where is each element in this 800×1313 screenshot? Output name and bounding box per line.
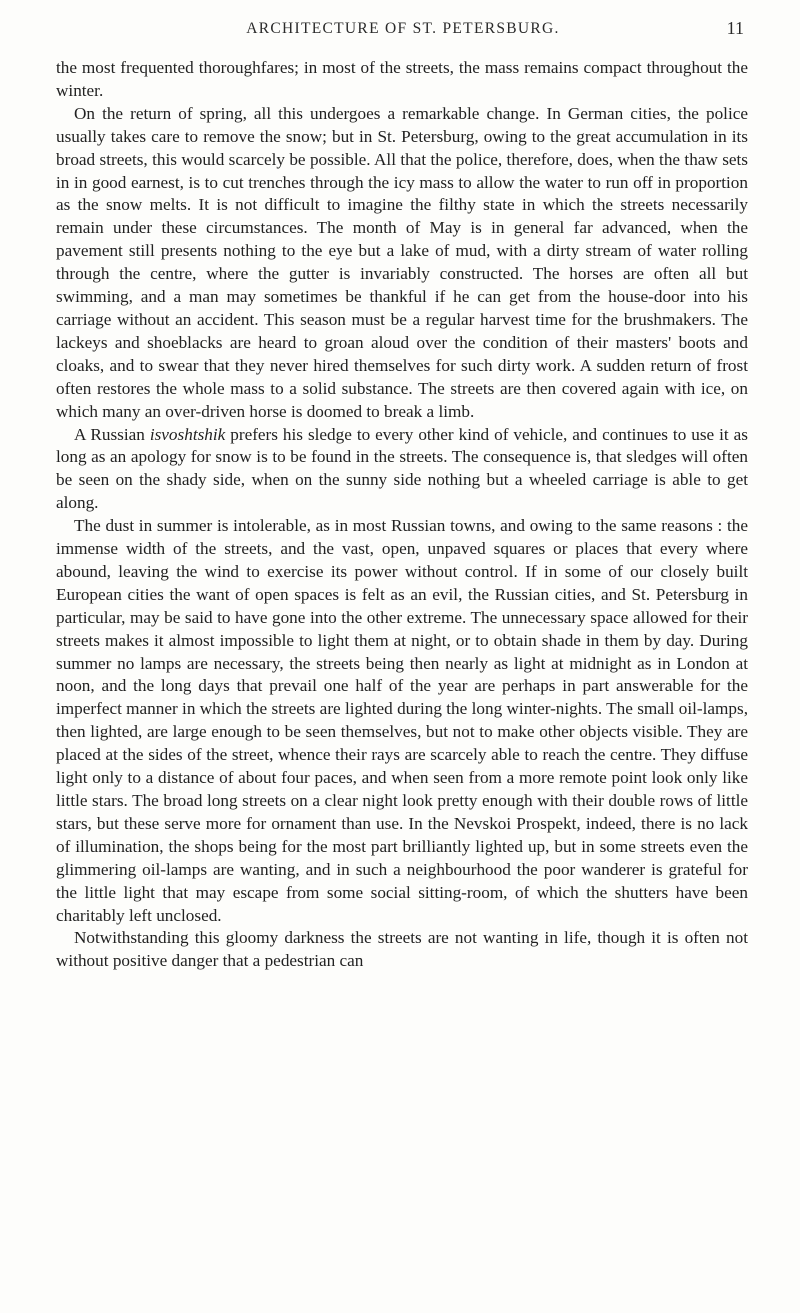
page-number: 11 <box>726 18 744 38</box>
paragraph-continued: the most frequented thoroughfares; in most of the streets, the mass remains compact throughout the winter. <box>56 58 748 100</box>
running-title: ARCHITECTURE OF ST. PETERSBURG. <box>246 20 560 37</box>
italic-term-isvoshtshik: isvoshtshik <box>149 424 226 444</box>
running-header <box>58 20 748 50</box>
sledge-text-start: A Russian <box>74 424 150 444</box>
sledge-text-rest: prefers his sledge to every other kind of vehicle, and continues to use it as long as an apology for snow is to be found in the streets. The consequence is, that sledges will often be seen on the shady side, when on the sunny side nothing but a wheeled carriage is able to get along. <box>56 424 748 513</box>
paragraph-street-life: Notwithstanding this gloomy darkness the streets are not wanting in life, though it is often not without positive danger that a pedestrian can <box>56 928 748 971</box>
body-text <box>56 57 748 973</box>
paragraph-sledge <box>56 424 748 516</box>
paragraph-spring-thaw: On the return of spring, all this undergoes a remarkable change. In German cities, the police usually takes care to remove the snow; but in St. Petersburg, owing to the great accumulation in its broad streets, this would scarcely be possible. All that the police, therefore, does, when the thaw sets in in good earnest, is to cut trenches through the icy mass to allow the water to run off in proportion as the snow melts. It is not difficult to imagine the filthy state in which the streets necessarily remain under these circumstances. The month of May is in general far advanced, when the pavement still presents nothing to the eye but a lake of mud, with a dirty stream of water rolling through the centre, where the gutter is invariably constructed. The horses are often all but swimming, and a man may sometimes be thankful if he can get from the house-door into his carriage without an accident. This season must be a regular harvest time for the brushmakers. The lackeys and shoeblacks are heard to groan aloud over the condition of their masters' boots and cloaks, and to swear that they never hired themselves for such dirty work. A sudden return of frost often restores the whole mass to a solid substance. The streets are then covered again with ice, on which many an over-driven horse is doomed to break a limb. <box>56 103 748 421</box>
paragraph-summer-dust: The dust in summer is intolerable, as in most Russian towns, and owing to the same reasons : the immense width of the streets, and the vast, open, unpaved squares or places that every where abound, leaving the wind to exercise its power without control. If in some of our closely built European cities the want of open spaces is felt as an evil, the Russian cities, and St. Petersburg in particular, may be said to have gone into the other extreme. The unnecessary space allowed for their streets makes it almost impossible to light them at night, or to obtain shade in them by day. During summer no lamps are necessary, the streets being then nearly as light at midnight as in London at noon, and the long days that prevail one half of the year are perhaps in part answerable for the imperfect manner in which the streets are lighted during the long winter-nights. The small oil-lamps, then lighted, are large enough to be seen themselves, but not to make other objects visible. They are placed at the sides of the street, whence their rays are scarcely able to reach the centre. They diffuse light only to a distance of about four paces, and when seen from a more remote point look only like little stars. The broad long streets on a clear night look pretty enough with their double rows of little stars, but these serve more for ornament than use. In the Nevskoi Prospekt, indeed, there is no lack of illumination, the shops being for the most part brilliantly lighted up, but in some streets even the glimmering oil-lamps are wanting, and in such a neighbourhood the poor wanderer is grateful for the little light that may escape from some social sitting-room, of which the shutters have been charitably left unclosed. <box>56 516 748 925</box>
